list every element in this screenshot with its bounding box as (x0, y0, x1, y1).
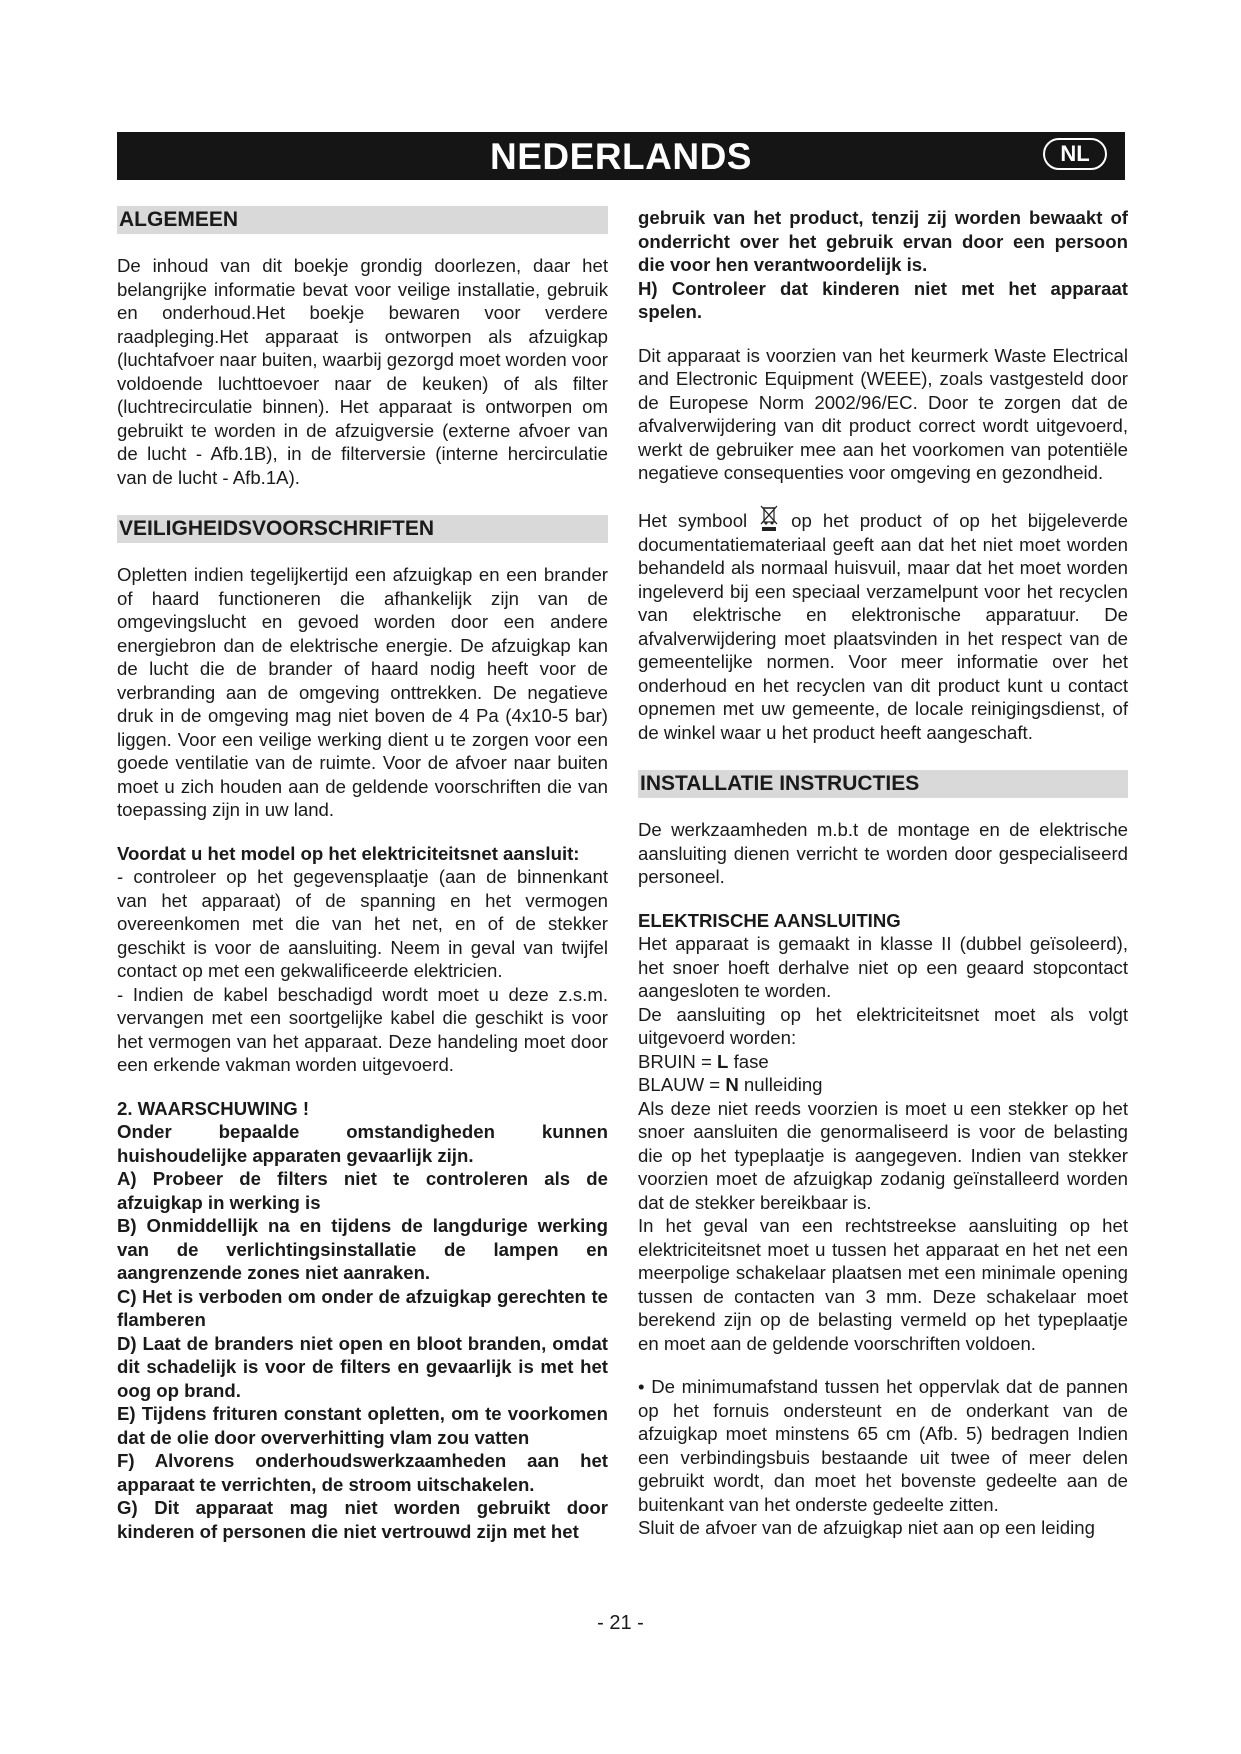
warning-g: G) Dit apparaat mag niet worden gebruikt door kinderen of personen die niet vertrouwd zijn met het (117, 1497, 608, 1542)
symbool-pre-text: Het symbool (638, 509, 748, 531)
language-banner (117, 132, 1125, 180)
elektrisch-paragraph-2: De aansluiting op het elektriciteitsnet moet als volgt uitgevoerd worden: (638, 1003, 1128, 1048)
bruin-line (638, 1050, 1128, 1074)
bruin-desc: fase (728, 1050, 769, 1072)
warning-g-continued: gebruik van het product, tenzij zij worden bewaakt of onderricht over het gebruik ervan door een persoon die voor hen verantwoordelijk is. (638, 207, 1128, 275)
minimum-afstand-paragraph: • De minimumafstand tussen het oppervlak dat de pannen op het fornuis ondersteunt en de onderkant van de afzuigkap moet minstens 65 cm (Afb. 5) bedragen Indien een verbindingsbuis bestaande uit twee of meer delen gebruikt wordt, dan moet het bovenste gedeelte aan de buitenkant van het onderste gedeelte zitten. (638, 1376, 1128, 1515)
veiligheid-paragraph: Opletten indien tegelijkertijd een afzuigkap en een brander of haard functioneren die afhankelijk zijn van de omgevingslucht en gevoed worden door een andere energiebron dan de elektrische energie. De afzuigkap kan de lucht die de brander of haard nodig heeft voor de verbranding aan de omgeving onttrekken. De negatieve druk in de omgeving mag niet boven de 4 Pa (4x10-5 bar) liggen. Voor een veilige werking dient u te zorgen voor een goede ventilatie van de ruimte. Voor de afvoer naar buiten moet u zich houden aan de geldende voorschriften die van toepassing zijn in uw land. (117, 564, 608, 820)
blauw-desc: nulleiding (738, 1074, 823, 1095)
warning-d: D) Laat de branders niet open en bloot branden, omdat dit schadelijk is voor de filters en gevaarlijk is met het oog op brand. (117, 1332, 608, 1401)
crossed-bin-icon (760, 505, 778, 533)
section-heading-algemeen: ALGEMEEN (117, 206, 608, 234)
elektrisch-paragraph-1: Het apparaat is gemaakt in klasse II (dubbel geïsoleerd), het snoer hoeft derhalve niet op een geaard stopcontact aangesloten te worden. (638, 933, 1128, 1001)
right-column (638, 206, 1128, 1540)
blauw-line (638, 1073, 1128, 1097)
elektrisch-heading: ELEKTRISCHE AANSLUITING (638, 909, 901, 931)
waarschuwing-heading: 2. WAARSCHUWING ! (117, 1097, 310, 1119)
warning-e: E) Tijdens frituren constant opletten, om te voorkomen dat de olie door oververhitting vlam zou vatten (117, 1403, 608, 1448)
symbool-post-text: op het product of op het bijgeleverde documentatiemateriaal geeft aan dat het niet moet worden behandeld als normaal huisvuil, maar dat het moet worden ingeleverd bij een speciaal verzamelpunt voor het recyclen van elektrische en elektronische apparatuur. De afvalverwijdering moet plaatsvinden in het respect van de gemeentelijke normen. Voor meer informatie over het onderhoud en het recyclen van dit product kunt u contact opnemen met uw gemeente, de locale reinigingsdienst, of de winkel waar u het product heeft aangeschaft. (638, 509, 1128, 743)
warning-f: F) Alvorens onderhoudswerkzaamheden aan het apparaat te verrichten, de stroom uitschakelen. (117, 1450, 608, 1495)
voordat-heading: Voordat u het model op het elektriciteitsnet aansluit: (117, 842, 580, 864)
banner-title: NEDERLANDS (490, 136, 752, 177)
sluit-afvoer-line: Sluit de afvoer van de afzuigkap niet aan op een leiding (638, 1517, 1095, 1538)
left-column (117, 206, 608, 1543)
warning-h: H) Controleer dat kinderen niet met het apparaat spelen. (638, 277, 1128, 322)
algemeen-paragraph: De inhoud van dit boekje grondig doorlezen, daar het belangrijke informatie bevat voor veilige installatie, gebruik en onderhoud.Het boekje bewaren voor verdere raadpleging.Het apparaat is ontworpen als afzuigkap (luchtafvoer naar buiten, waarbij gezorgd moet worden voor voldoende luchttoevoer naar de keuken) of als filter (luchtrecirculatie binnen). Het apparaat is ontworpen om gebruikt te worden in de afzuigversie (externe afvoer van de lucht - Afb.1B), in de filterversie (interne hercirculatie van de lucht - Afb.1A). (117, 255, 608, 488)
warning-c: C) Het is verboden om onder de afzuigkap gerechten te flamberen (117, 1285, 608, 1330)
elektrisch-paragraph-4: In het geval van een rechtstreekse aansluiting op het elektriciteitsnet moet u tussen het apparaat en het net een meerpolige schakelaar plaatsen met een minimale opening tussen de contacten van 3 mm. Deze schakelaar moet berekend zijn op de belasting vermeld op het typeplaatje en moet aan de geldende voorschriften voldoen. (638, 1215, 1128, 1354)
blauw-letter: N (725, 1074, 739, 1095)
symbool-paragraph (638, 505, 1128, 745)
voordat-item-2: - Indien de kabel beschadigd wordt moet u deze z.s.m. vervangen met een soortgelijke kabel die geschikt is voor het vermogen van het apparaat. Deze handeling moet door een erkende vakman worden uitgevoerd. (117, 983, 608, 1075)
elektrisch-paragraph-3: Als deze niet reeds voorzien is moet u een stekker op het snoer aansluiten die genormaliseerd is voor de belasting die op het typeplaatje is aangegeven. Indien van stekker voorzien moet de afzuigkap zodanig geïnstalleerd worden dat de stekker bereikbaar is. (638, 1097, 1128, 1213)
bruin-label: BRUIN = (638, 1050, 718, 1072)
section-heading-veiligheid: VEILIGHEIDSVOORSCHRIFTEN (117, 515, 608, 543)
language-badge: NL (1043, 138, 1107, 170)
weee-paragraph: Dit apparaat is voorzien van het keurmerk Waste Electrical and Electronic Equipment (WEEE), zoals vastgesteld door de Europese Norm 2002/96/EC. Door te zorgen dat de afvalverwijdering van dit product correct wordt uitgevoerd, werkt de gebruiker mee aan het voorkomen van potentiële negatieve consequenties voor omgeving en gezondheid. (638, 344, 1128, 483)
warning-b: B) Onmiddellijk na en tijdens de langdurige werking van de verlichtingsinstallatie de lampen en aangrenzende zones niet aanraken. (117, 1215, 608, 1283)
installatie-paragraph: De werkzaamheden m.b.t de montage en de elektrische aansluiting dienen verricht te worden door gespecialiseerd personeel. (638, 819, 1128, 887)
section-heading-installatie: INSTALLATIE INSTRUCTIES (638, 770, 1128, 798)
voordat-item-1: - controleer op het gegevensplaatje (aan de binnenkant van het apparaat) of de spanning en het vermogen overeenkomen met die van het net, en of de stekker geschikt is voor de aansluiting. Neem in geval van twijfel contact op met een gekwalificeerde elektricien. (117, 866, 608, 981)
waarschuwing-intro: Onder bepaalde omstandigheden kunnen huishoudelijke apparaten gevaarlijk zijn. (117, 1121, 608, 1166)
bruin-letter: L (717, 1050, 729, 1072)
warning-a: A) Probeer de filters niet te controleren als de afzuigkap in werking is (117, 1168, 608, 1213)
blauw-label: BLAUW = (638, 1074, 726, 1095)
page-number: - 21 - (597, 1612, 644, 1634)
